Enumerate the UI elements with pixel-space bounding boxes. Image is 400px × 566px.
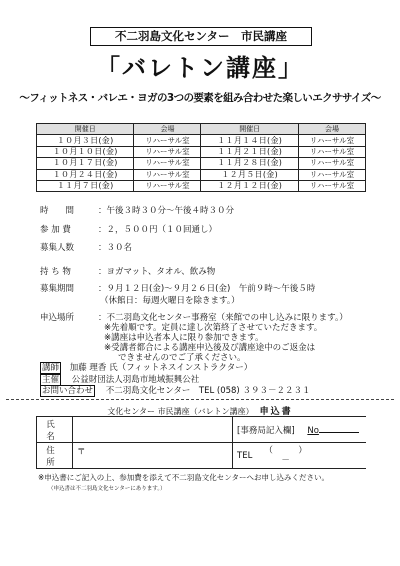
sponsor-value: 公益財団法人羽島市地域振興公社 — [71, 375, 200, 385]
venue-cell: リハーサル室 — [134, 169, 201, 180]
items-label: 持 ち 物 — [40, 267, 71, 277]
cut-line — [6, 399, 394, 400]
date-cell: １０月１７日(金) — [37, 158, 134, 169]
name-field[interactable] — [73, 417, 233, 443]
name-label: 氏名 — [37, 417, 73, 443]
info-period — [40, 283, 315, 295]
fee-label: 参 加 費 — [40, 225, 71, 235]
date-cell: １０月１０日(金) — [37, 146, 134, 157]
form-title-application: 申込書 — [259, 407, 293, 417]
tel-field[interactable] — [233, 443, 367, 469]
office-use-field — [233, 417, 367, 443]
instructor-label: 講師 — [42, 363, 60, 373]
postal-mark: 〒 — [77, 447, 86, 457]
form-title-text: 文化センター 市民講座（バレトン講座） — [107, 407, 254, 416]
apply-note-4: できませんのでご了承ください。 — [118, 353, 246, 363]
schedule-table — [36, 123, 366, 192]
contact-value: 不二羽島文化センター TEL (058) ３９３－２２３１ — [105, 386, 311, 396]
table-row — [37, 169, 366, 180]
col-header-date-2: 開催日 — [201, 124, 298, 135]
info-items — [40, 266, 215, 278]
date-cell: １０月２４日(金) — [37, 169, 134, 180]
apply-note-3: ※受講者都合による講座申込後及び講座途中のご返金は — [104, 343, 316, 353]
form-row-name — [37, 417, 367, 443]
tel-dash: － — [281, 455, 290, 466]
col-header-venue-1: 会場 — [134, 124, 201, 135]
application-form — [36, 416, 366, 469]
instructor-value: 加藤 理香 氏（フィットネスインストラクター） — [69, 363, 253, 373]
venue-cell: リハーサル室 — [298, 135, 365, 146]
venue-cell: リハーサル室 — [298, 180, 365, 191]
address-field[interactable] — [73, 443, 233, 469]
tel-area-parens: （ ） — [264, 445, 307, 456]
venue-cell: リハーサル室 — [298, 158, 365, 169]
table-row — [37, 135, 366, 146]
period-note: （休館日：毎週火曜日を除きます。） — [100, 296, 240, 306]
capacity-value: ：３０名 — [98, 243, 133, 253]
page-subtitle: ～フィットネス・バレエ・ヨガの3つの要素を組み合わせた楽しいエクササイズ～ — [19, 92, 381, 104]
form-row-address — [37, 443, 367, 469]
apply-note-2: ※講座は申込者本人に限り参加できます。 — [104, 333, 264, 343]
venue-cell: リハーサル室 — [298, 169, 365, 180]
apply-label: 申込場所 — [40, 313, 75, 323]
capacity-label: 募集人数 — [40, 243, 75, 253]
contact-block — [40, 386, 310, 396]
schedule-header-row — [37, 124, 366, 135]
period-label: 募集期間 — [40, 284, 75, 294]
office-use-label: [事務局記入欄] — [237, 425, 295, 436]
number-label: No — [307, 425, 319, 436]
col-header-date-1: 開催日 — [37, 124, 134, 135]
venue-cell: リハーサル室 — [134, 180, 201, 191]
table-row — [37, 146, 366, 157]
venue-cell: リハーサル室 — [134, 146, 201, 157]
contact-label: お問い合わせ — [42, 386, 94, 396]
organizer-header: 不二羽島文化センター 市民講座 — [90, 27, 312, 46]
period-value: ：９月１２日(金)～９月２６日(金) 午前９時～午後５時 — [98, 284, 316, 294]
footer-note-2: （申込書は不二羽島文化センターにあります。） — [48, 486, 166, 492]
table-row — [37, 158, 366, 169]
venue-cell: リハーサル室 — [134, 135, 201, 146]
date-cell: １１月２１日(金) — [201, 146, 298, 157]
date-cell: １０月３日(金) — [37, 135, 134, 146]
venue-cell: リハーサル室 — [134, 158, 201, 169]
address-label: 住所 — [37, 443, 73, 469]
fee-value: ：２，５００円（１０回通し） — [98, 225, 218, 235]
number-line — [319, 432, 359, 433]
info-fee — [40, 224, 217, 236]
table-row — [37, 180, 366, 191]
info-time — [40, 205, 234, 217]
tel-label: TEL — [237, 450, 253, 461]
date-cell: １２月１２日(金) — [201, 180, 298, 191]
time-value: ：午後３時３０分～午後４時３０分 — [98, 206, 235, 216]
instructor-row — [40, 362, 252, 374]
date-cell: １１月２８日(金) — [201, 158, 298, 169]
apply-note-1: ※先着順です。定員に達し次第終了させていただきます。 — [104, 323, 323, 333]
venue-cell: リハーサル室 — [298, 146, 365, 157]
page-title: 「バレトン講座」 — [96, 53, 304, 82]
footer-note-1: ※申込書にご記入の上、参加費を添えて不二羽島文化センターへお申し込みください。 — [38, 473, 329, 482]
sponsor-label: 主催 — [42, 375, 60, 385]
date-cell: １２月５日(金) — [201, 169, 298, 180]
col-header-venue-2: 会場 — [298, 124, 365, 135]
date-cell: １１月７日(金) — [37, 180, 134, 191]
date-cell: １１月１４日(金) — [201, 135, 298, 146]
items-value: ：ヨガマット、タオル、飲み物 — [98, 267, 216, 277]
info-capacity — [40, 242, 132, 254]
apply-value: ：不二羽島文化センター事務室（来館での申し込みに限ります。） — [98, 313, 348, 323]
time-label: 時 間 — [40, 206, 75, 216]
